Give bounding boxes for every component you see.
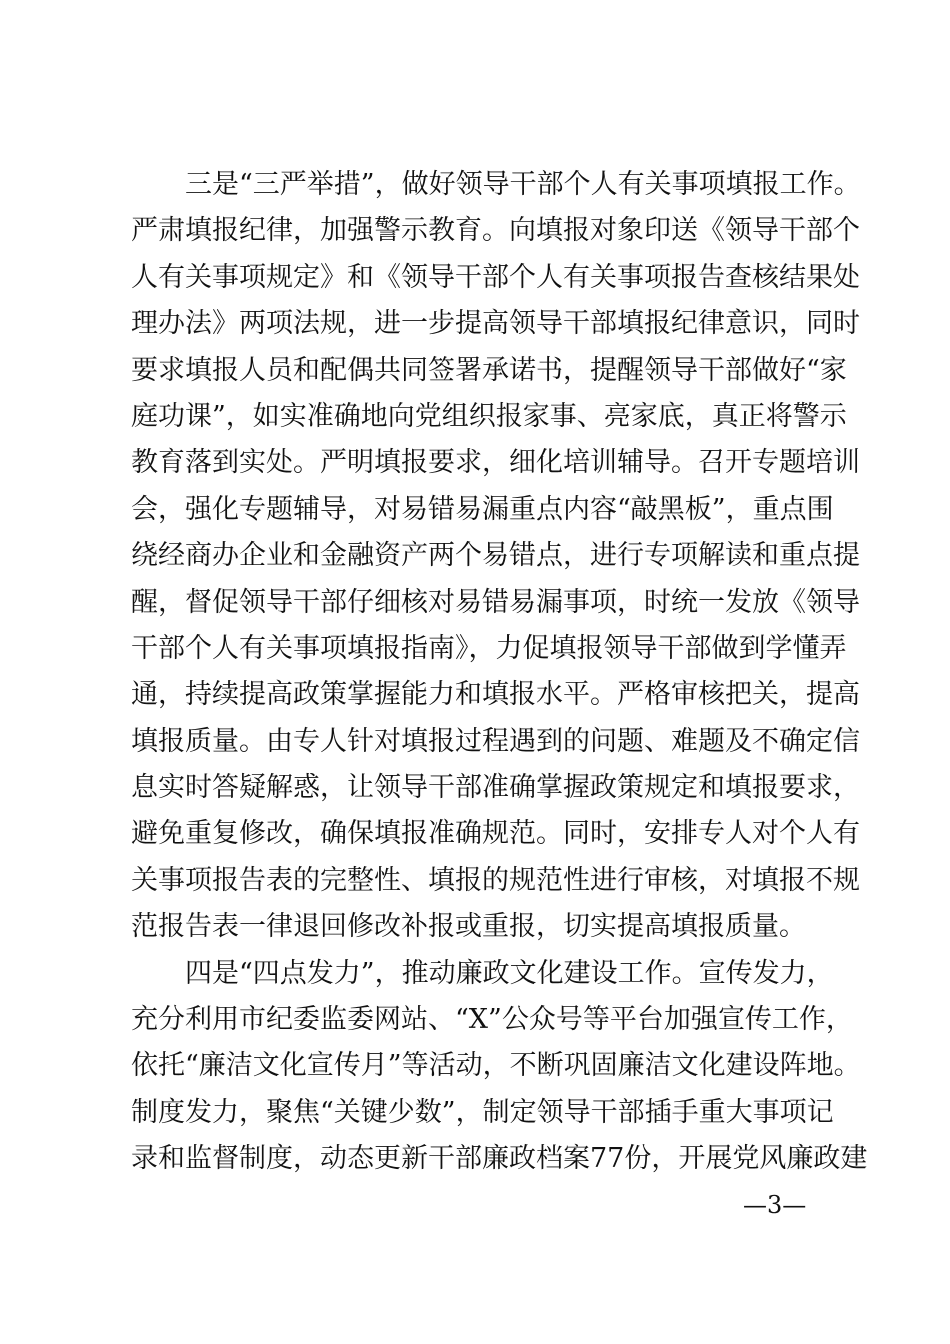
paragraph-line: 制度发力，聚焦“关键少数”，制定领导干部插手重大事项记: [131, 1096, 834, 1128]
paragraph-line: 理办法》两项法规，进一步提高领导干部填报纪律意识，同时: [131, 308, 860, 340]
paragraph-line: 避免重复修改，确保填报准确规范。同时，安排专人对个人有: [131, 818, 860, 850]
paragraph-line: 会，强化专题辅导，对易错易漏重点内容“敲黑板”，重点围: [131, 493, 834, 525]
paragraph-line: 录和监督制度，动态更新干部廉政档案77份，开展党风廉政建: [131, 1143, 868, 1175]
paragraph-line: 息实时答疑解惑，让领导干部准确掌握政策规定和填报要求，: [131, 772, 860, 804]
paragraph-line: 关事项报告表的完整性、填报的规范性进行审核，对填报不规: [131, 864, 860, 896]
paragraph-line: 人有关事项规定》和《领导干部个人有关事项报告查核结果处: [131, 261, 860, 293]
paragraph-line: 要求填报人员和配偶共同签署承诺书，提醒领导干部做好“家: [131, 354, 847, 386]
paragraph-2: [131, 951, 868, 1183]
paragraph-line: 充分利用市纪委监委网站、“X”公众号等平台加强宣传工作，: [131, 1004, 853, 1036]
paragraph-line: 干部个人有关事项填报指南》，力促填报领导干部做到学懂弄: [131, 632, 847, 664]
paragraph-line: 绕经商办企业和金融资产两个易错点，进行专项解读和重点提: [131, 540, 860, 572]
body-text: [131, 162, 868, 1183]
paragraph-line: 醒，督促领导干部仔细核对易错易漏事项，时统一发放《领导: [131, 586, 860, 618]
paragraph-line: 庭功课”，如实准确地向党组织报家事、亮家底，真正将警示: [131, 400, 847, 432]
paragraph-line: 填报质量。由专人针对填报过程遇到的问题、难题及不确定信: [131, 725, 860, 757]
paragraph-line: 教育落到实处。严明填报要求，细化培训辅导。召开专题培训: [131, 447, 860, 479]
paragraph-line: 依托“廉洁文化宣传月”等活动，不断巩固廉洁文化建设阵地。: [131, 1050, 861, 1082]
paragraph-line: 通，持续提高政策掌握能力和填报水平。严格审核把关，提高: [131, 679, 860, 711]
paragraph-line: 严肃填报纪律，加强警示教育。向填报对象印送《领导干部个: [131, 215, 860, 247]
paragraph-1: [131, 162, 861, 951]
page-number: —3—: [743, 1191, 807, 1219]
paragraph-line: 四是“四点发力”，推动廉政文化建设工作。宣传发力，: [185, 957, 834, 989]
paragraph-line: 三是“三严举措”，做好领导干部个人有关事项填报工作。: [185, 169, 861, 200]
paragraph-line: 范报告表一律退回修改补报或重报，切实提高填报质量。: [131, 911, 806, 943]
